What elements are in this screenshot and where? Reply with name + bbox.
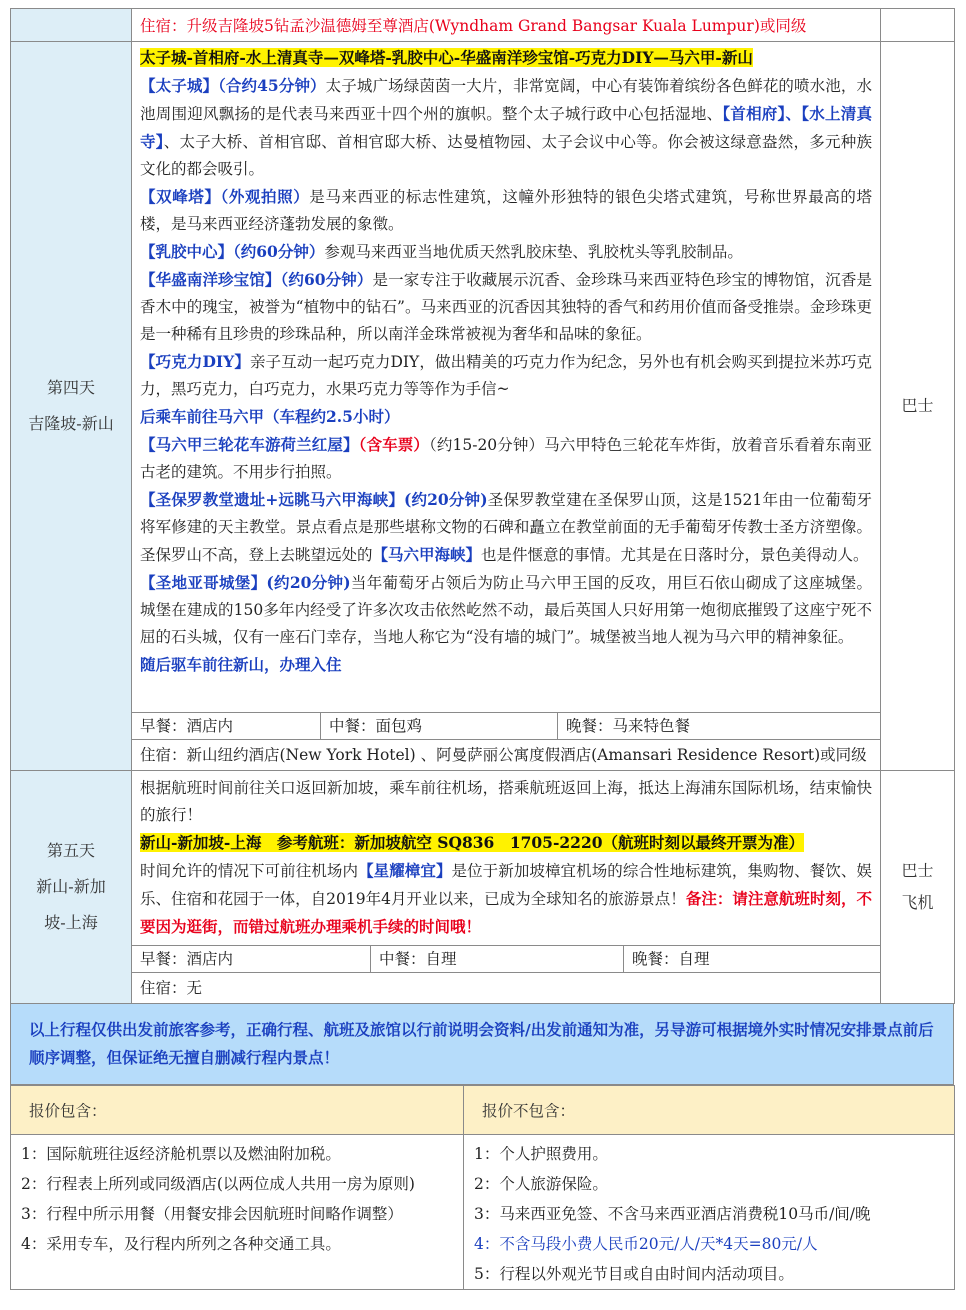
day5-row [11,771,955,1004]
day5-breakfast: 早餐：酒店内 [132,946,371,972]
day4-paragraph-chocolate [140,348,872,403]
day4-dinner: 晚餐：马来特色餐 [566,717,691,735]
day4-route-line: 太子城-首相府-水上清真寺—双峰塔-乳胶中心-华盛南洋珍宝馆-巧克力DIY—马六甲-新山 [140,48,753,67]
day4-content [132,42,880,712]
poi-trishaw-text: （约15-20分钟）马六甲特色三轮花车炸街，放着音乐看着东南亚古老的建筑。不用步行拍照。 [140,436,872,481]
poi-putrajaya-text-b: 、太子大桥、首相官邸、首相官邸大桥、达曼植物园、太子会议中心等。你会被这绿意盎然，多元种族文化的都会吸引。 [140,133,872,178]
day4-route: 吉隆坡-新山 [28,414,114,433]
day4-paragraph-santiago [140,569,872,651]
poi-st-paul: 【圣保罗教堂遗址+远眺马六甲海峡】(约20分钟) [140,490,488,509]
price-exclude-title: 报价不包含： [464,1086,955,1135]
itinerary-table [10,8,955,1004]
price-include-list [11,1135,464,1290]
day4-meals [132,712,880,739]
poi-twin-towers: 【双峰塔】（外观拍照） [140,187,310,206]
poi-strait: 【马六甲海峡】 [372,545,482,564]
day5-content-cell [132,771,881,1004]
day5-route-1: 新山-新加 [36,877,106,896]
include-item: 1：国际航班往返经济舱机票以及燃油附加税。 [21,1145,341,1163]
poi-latex-text: 参观马来西亚当地优质天然乳胶床垫、乳胶枕头等乳胶制品。 [324,243,743,261]
day5-jewel-text: 是位于新加坡樟宜机场的综合性地标建筑，集购物、餐饮、娱乐、住宿和花园于一体，自2019年4月开业以来，已成为全球知名的旅游景点！ [140,862,872,908]
disclaimer-notice: 以上行程仅供出发前旅客参考，正确行程、航班及旅馆以行前说明会资料/出发前通知为准，另导游可根据境外实时情况安排景点前后顺序调整，但保证绝无擅自删减行程内景点！ [10,1004,954,1085]
day4-day-cell [11,42,132,771]
day5-flight-line: 新山-新加坡-上海 参考航班：新加坡航空 SQ836 1705-2220（航班时刻以最终开票为准） [140,833,805,852]
itinerary-sheet [10,8,954,1290]
day4-paragraph-museum [140,266,872,348]
transfer-malacca: 后乘车前往马六甲（车程约2.5小时） [140,407,400,426]
day5-lunch: 中餐：自理 [371,946,624,972]
poi-jewel-changi: 【星耀樟宜】 [358,861,452,880]
day5-transport-plane: 飞机 [901,893,934,912]
poi-putrajaya-text: 太子城广场绿茵茵一大片，非常宽阔，中心有装饰着缤纷各色鲜花的喷水池，水池周围迎风飘扬的是代表马来西亚十四个州的旗帜。整个太子城行政中心包括湿地、 [140,77,872,123]
price-table [10,1085,955,1290]
exclude-item: 1：个人护照费用。 [474,1145,608,1163]
day5-stay: 住宿：无 [132,972,880,1003]
day5-day-cell [11,771,132,1004]
include-item: 4：采用专车，及行程内所列之各种交通工具。 [21,1235,341,1253]
day4-paragraph-st-paul [140,486,872,569]
poi-twin-towers-text: 是马来西亚的标志性建筑，这幢外形独特的银色尖塔式建筑，号称世界最高的塔楼，是马来西亚经济蓬勃发展的象徵。 [140,188,872,233]
price-exclude-list [464,1135,955,1290]
day5-return-text: 根据航班时间前往关口返回新加坡，乘车前往机场，搭乘航班返回上海，抵达上海浦东国际机场，结束愉快的旅行！ [140,779,872,824]
exclude-item-tip: 4：不含马段小费人民币20元/人/天*4天=80元/人 [474,1235,818,1253]
include-item: 3：行程中所示用餐（用餐安排会因航班时间略作调整） [21,1205,403,1223]
poi-museum-text: 是一家专注于收藏展示沉香、金珍珠马来西亚特色珍宝的博物馆，沉香是香木中的瑰宝，被誉为“植物中的钻石”。马来西亚的沉香因其独特的香气和药用价值而备受推崇。金珍珠更是一种稀有且珍贵的珍珠品种，所以南洋金珠常被视为奢华和品味的象征。 [140,271,872,343]
day5-route-2: 坡-上海 [44,913,98,932]
exclude-item: 5：行程以外观光节目或自由时间内活动项目。 [474,1265,794,1283]
day4-paragraph-putrajaya [140,72,872,183]
poi-chocolate-diy: 【巧克力DIY】 [140,352,250,371]
day3-stay-row [11,9,955,42]
day3-stay: 住宿：升级吉隆坡5钻孟沙温德姆至尊酒店(Wyndham Grand Bangsar Kuala Lumpur)或同级 [140,17,807,35]
day4-stay: 住宿：新山纽约酒店(New York Hotel) 、阿曼萨丽公寓度假酒店(Amansari Residence Resort)或同级 [132,739,880,770]
day4-paragraph-twin-towers [140,183,872,238]
poi-latex-center: 【乳胶中心】（约60分钟） [140,242,325,261]
day5-transport-cell [881,771,955,1004]
day4-paragraph-trishaw [140,431,872,486]
transfer-johor: 随后驱车前往新山，办理入住 [140,655,342,674]
day4-breakfast: 早餐：酒店内 [132,713,321,739]
day5-meals [132,945,880,972]
day5-jewel-intro: 时间允许的情况下可前往机场内 [140,862,359,880]
day5-paragraph-jewel [140,857,872,941]
day5-flight-warning: 备注：请注意航班时刻，不要因为逛街，而错过航班办理乘机手续的时间哦！ [140,889,872,936]
include-item: 2：行程表上所列或同级酒店(以两位成人共用一房为原则) [21,1175,415,1193]
day5-content [132,771,880,945]
poi-treasure-museum: 【华盛南洋珍宝馆】（约60分钟） [140,270,373,289]
poi-st-paul-text-b: 也是件惬意的事情。尤其是在日落时分，景色美得动人。 [481,546,869,564]
day4-label: 第四天 [46,378,95,397]
poi-a-famosa: 【圣地亚哥城堡】(约20分钟) [140,573,351,592]
day4-transport: 巴士 [881,42,955,771]
exclude-item: 2：个人旅游保险。 [474,1175,608,1193]
price-include-title: 报价包含： [11,1086,464,1135]
day3-transport-cell [881,9,955,42]
poi-putrajaya: 【太子城】（合约45分钟） [140,76,326,95]
poi-pm-office-mosque: 【首相府】、【水上清真寺】 [140,104,872,151]
day5-transport-bus: 巴士 [901,861,934,880]
poi-trishaw: 【马六甲三轮花车游荷兰红屋】 [140,435,359,454]
day3-day-cell [11,9,132,42]
day4-lunch: 中餐：面包鸡 [321,713,558,739]
poi-chocolate-text: 亲子互动一起巧克力DIY，做出精美的巧克力作为纪念，另外也有机会购买到提拉米苏巧克力，黑巧克力，白巧克力，水果巧克力等等作为手信~ [140,353,872,398]
day5-label: 第五天 [46,841,95,860]
poi-a-famosa-text: 当年葡萄牙占领后为防止马六甲王国的反攻，用巨石依山砌成了这座城堡。城堡在建成的150多年内经受了许多次攻击依然屹然不动，最后英国人只好用第一炮彻底摧毁了这座宁死不屈的石头城，仅有一座石门幸存，当地人称它为“没有墙的城门”。城堡被当地人视为马六甲的精神象征。 [140,574,872,646]
day5-dinner: 晚餐：自理 [632,950,710,968]
day3-stay-cell [132,9,881,42]
poi-st-paul-text: 圣保罗教堂建在圣保罗山顶，这是1521年由一位葡萄牙将军修建的天主教堂。景点看点是那些堪称文物的石碑和矗立在教堂前面的无手葡萄牙传教士圣方济塑像。圣保罗山不高，登上去眺望远处的 [140,491,872,564]
exclude-item: 3：马来西亚免签、不含马来西亚酒店消费税10马币/间/晚 [474,1205,871,1223]
day4-content-cell [132,42,881,771]
day4-paragraph-latex [140,238,872,266]
trishaw-ticket-note: （含车票） [358,435,429,454]
day4-row [11,42,955,771]
